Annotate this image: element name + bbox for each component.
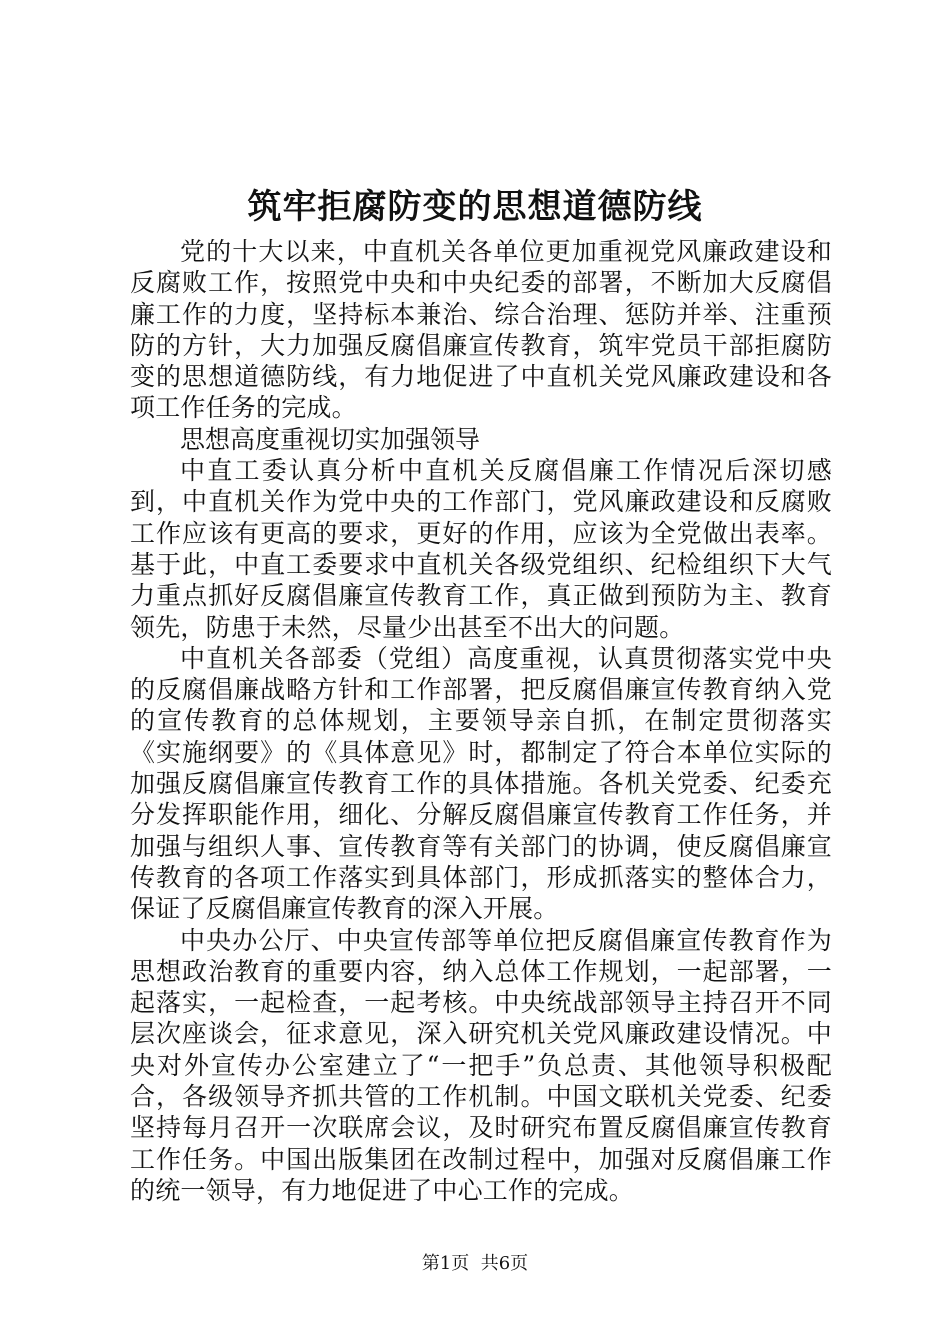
page-footer [0, 1252, 950, 1276]
paragraph-intro: 党的十大以来，中直机关各单位更加重视党风廉政建设和反腐败工作，按照党中央和中央纪委的部署，不断加大反腐倡廉工作的力度，坚持标本兼治、综合治理、惩防并举、注重预防的方针，大力加强反腐倡廉宣传教育，筑牢党员干部拒腐防变的思想道德防线，有力地促进了中直机关党风廉政建设和各项工作任务的完成。 [130, 237, 832, 423]
paragraph-3: 中直机关各部委（党组）高度重视，认真贯彻落实党中央的反腐倡廉战略方针和工作部署，把反腐倡廉宣传教育纳入党的宣传教育的总体规划，主要领导亲自抓，在制定贯彻落实《实施纲要》的《具体意见》时，都制定了符合本单位实际的加强反腐倡廉宣传教育工作的具体措施。各机关党委、纪委充分发挥职能作用，细化、分解反腐倡廉宣传教育工作任务，并加强与组织人事、宣传教育等有关部门的协调，使反腐倡廉宣传教育的各项工作落实到具体部门，形成抓落实的整体合力，保证了反腐倡廉宣传教育的深入开展。 [130, 643, 832, 924]
page-number: 第1页 [421, 1253, 470, 1274]
document-body [130, 236, 832, 1206]
paragraph-4: 中央办公厅、中央宣传部等单位把反腐倡廉宣传教育作为思想政治教育的重要内容，纳入总体工作规划，一起部署，一起落实，一起检查，一起考核。中央统战部领导主持召开不同层次座谈会，征求意见，深入研究机关党风廉政建设情况。中央对外宣传办公室建立了“一把手”负总责、其他领导积极配合，各级领导齐抓共管的工作机制。中国文联机关党委、纪委坚持每月召开一次联席会议，及时研究布置反腐倡廉宣传教育工作任务。中国出版集团在改制过程中，加强对反腐倡廉工作的统一领导，有力地促进了中心工作的完成。 [130, 925, 832, 1205]
document-title: 筑牢拒腐防变的思想道德防线 [247, 187, 703, 227]
total-pages: 共6页 [480, 1253, 529, 1274]
section-heading: 思想高度重视切实加强领导 [180, 424, 481, 454]
paragraph-2: 中直工委认真分析中直机关反腐倡廉工作情况后深切感到，中直机关作为党中央的工作部门，党风廉政建设和反腐败工作应该有更高的要求，更好的作用，应该为全党做出表率。基于此，中直工委要求中直机关各级党组织、纪检组织下大气力重点抓好反腐倡廉宣传教育工作，真正做到预防为主、教育领先，防患于未然，尽量少出甚至不出大的问题。 [130, 456, 832, 642]
